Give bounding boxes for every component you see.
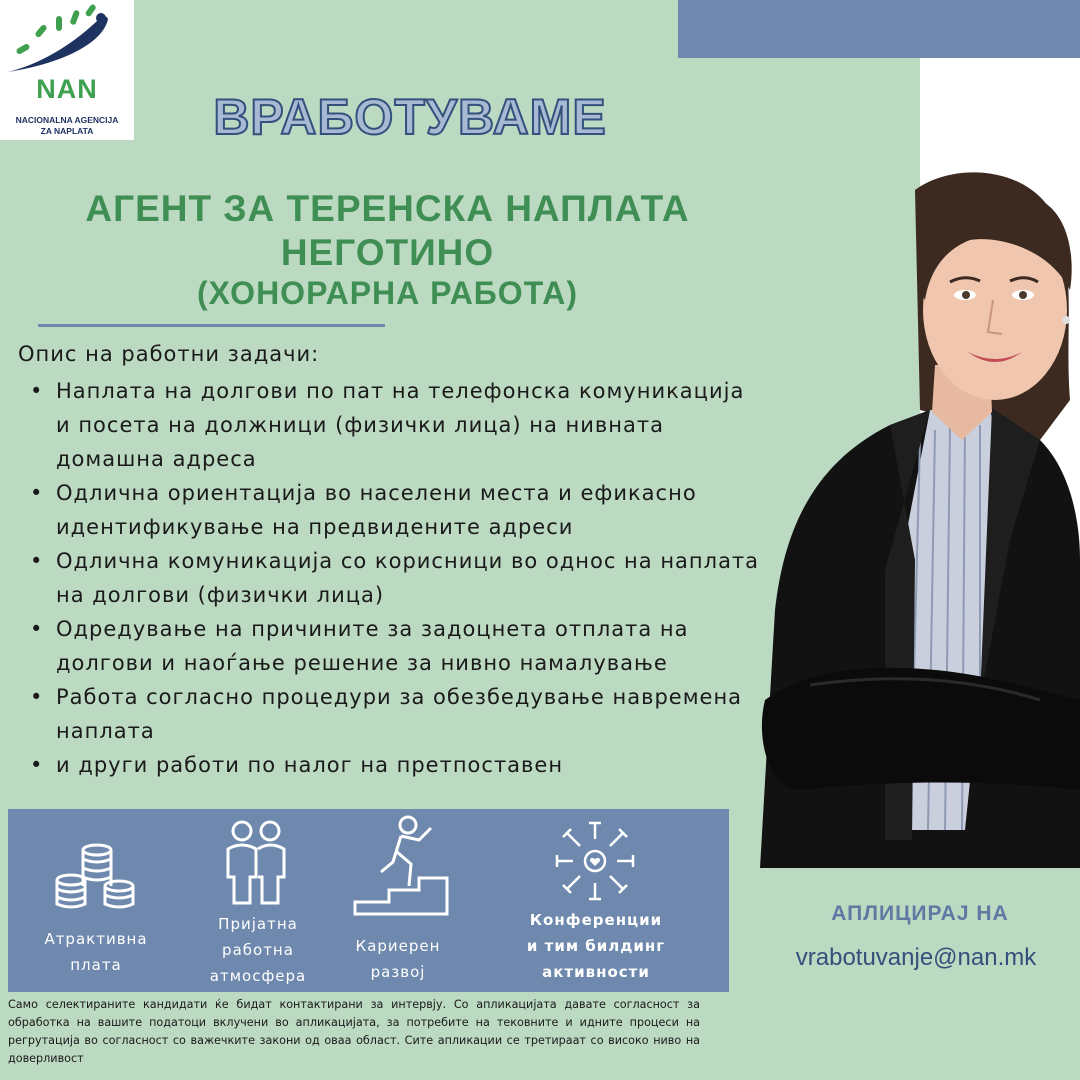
benefit-conferences-label: Конференции и тим билдинг активности xyxy=(526,911,666,981)
task-text: Одлична ориентација во населени места и ефикасно идентификување на предвидените адреси xyxy=(56,481,697,539)
task-list xyxy=(30,374,760,782)
job-title-line3: (ХОНОРАРНА РАБОТА) xyxy=(197,275,578,311)
coin-stack-icon xyxy=(53,842,141,912)
description-heading: Опис на работни задачи: xyxy=(18,342,320,366)
career-stairs-icon xyxy=(353,814,451,918)
list-item xyxy=(30,680,760,748)
top-accent-bar xyxy=(678,0,1080,58)
two-people-icon xyxy=(218,819,296,905)
list-item xyxy=(30,612,760,680)
list-item xyxy=(30,748,760,782)
bullet-icon: • xyxy=(30,549,44,573)
hiring-headline: ВРАБОТУВАМЕ xyxy=(213,89,607,145)
bullet-icon: • xyxy=(30,379,44,403)
task-text: Наплата на долгови по пат на телефонска комуникација и посета на должници (физички лица) на нивната домашна адреса xyxy=(56,379,745,471)
bullet-icon: • xyxy=(30,685,44,709)
benefit-career-label: Кариерен развој xyxy=(355,937,441,981)
apply-email-link[interactable]: vrabotuvanje@nan.mk xyxy=(795,944,1037,971)
logo-brand-text: NAN xyxy=(36,74,98,104)
benefit-salary-label: Атрактивна плата xyxy=(44,930,148,974)
task-text: Одлична комуникација со корисници во однос на наплата на долгови (физички лица) xyxy=(56,549,760,607)
company-logo xyxy=(0,0,134,140)
section-divider xyxy=(38,324,385,327)
swoosh-logo-icon xyxy=(0,0,134,76)
job-title-line2: НЕГОТИНО xyxy=(280,232,495,273)
logo-subtitle-line1: NACIONALNA AGENCIJA xyxy=(15,115,119,125)
list-item xyxy=(30,374,760,476)
benefit-atmosphere-label: Пријатна работна атмосфера xyxy=(209,915,307,985)
list-item xyxy=(30,476,760,544)
benefits-panel xyxy=(8,809,729,992)
list-item xyxy=(30,544,760,612)
apply-heading: АПЛИЦИРАЈ НА xyxy=(831,902,1009,925)
team-hands-circle-icon xyxy=(553,819,637,903)
bullet-icon: • xyxy=(30,481,44,505)
task-text: и други работи по налог на претпоставен xyxy=(56,753,564,777)
bullet-icon: • xyxy=(30,753,44,777)
task-text: Одредување на причините за задоцнета отплата на долгови и наоѓање решение за нивно намалување xyxy=(56,617,689,675)
disclaimer-text: Само селектираните кандидати ќе бидат контактирани за интервју. Со апликацијата давате согласност за обработка на вашите податоци вклучени во апликацијата, за потребите на тековните и идните процеси на регрутација во согласност со важечките закони од оваа област. Сите апликации се третираат со високо ниво на доверливост xyxy=(8,998,700,1065)
logo-subtitle-line2: ZA NAPLATA xyxy=(40,126,94,136)
job-title-line1: АГЕНТ ЗА ТЕРЕНСКА НАПЛАТА xyxy=(85,188,690,229)
businesswoman-photo xyxy=(740,140,1080,868)
bullet-icon: • xyxy=(30,617,44,641)
task-text: Работа согласно процедури за обезбедување навремена наплата xyxy=(56,685,743,743)
